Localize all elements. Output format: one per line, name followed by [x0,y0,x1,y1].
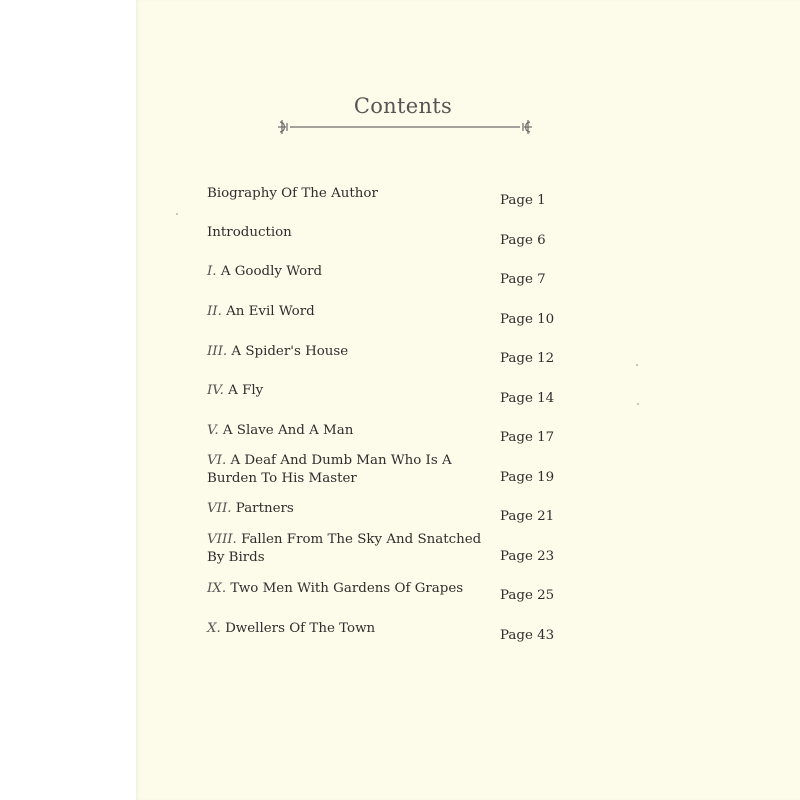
toc-entry-page: Page 1 [500,193,546,208]
toc-entry-page: Page 21 [500,509,555,524]
chapter-title: A Spider's House [231,344,349,359]
toc-entry-title [207,500,492,518]
chapter-number: VI. [207,453,227,468]
chapter-title: Fallen From The Sky And Snatched By Birds [207,532,482,565]
chapter-number: II. [207,304,222,319]
chapter-title: Dwellers Of The Town [225,621,376,636]
chapter-title: Partners [235,501,294,516]
chapter-number: V. [207,423,219,438]
toc-entry-title [207,620,492,638]
toc-entry-page: Page 10 [500,312,555,327]
toc-entry-page: Page 25 [500,588,555,603]
chapter-title: Biography Of The Author [207,186,378,201]
toc-entry-page: Page 14 [500,391,555,406]
chapter-title: A Deaf And Dumb Man Who Is A Burden To His Master [207,453,452,486]
toc-entry-title [207,185,492,203]
toc-entry-title [207,531,492,567]
chapter-title: A Slave And A Man [222,423,354,438]
toc-entry-title [207,343,492,361]
toc-entry-page: Page 17 [500,430,555,445]
toc-entry-title [207,263,492,281]
chapter-number: X. [207,621,221,636]
toc-entry-title [207,580,492,598]
toc-entry-title [207,382,492,400]
paper-speck [176,213,178,215]
toc-entry-title [207,422,492,440]
toc-entry-title [207,452,492,488]
chapter-title: A Fly [228,383,264,398]
chapter-title: A Goodly Word [220,264,323,279]
chapter-number: III. [207,344,228,359]
toc-entry-page: Page 23 [500,549,555,564]
toc-entry-page: Page 43 [500,628,555,643]
toc-entry-page: Page 19 [500,470,555,485]
chapter-number: IV. [207,383,224,398]
chapter-title: Two Men With Gardens Of Grapes [230,581,464,596]
chapter-number: IX. [207,581,227,596]
chapter-title: Introduction [207,225,292,240]
paper-speck [637,403,639,405]
toc-entry-page: Page 12 [500,351,555,366]
chapter-number: VIII. [207,532,237,547]
page-title: Contents [353,94,453,118]
chapter-number: I. [207,264,217,279]
paper-speck [636,364,638,366]
toc-entry-page: Page 6 [500,233,546,248]
ornamental-divider [276,117,534,137]
toc-entry-title [207,303,492,321]
toc-entry-title [207,224,492,242]
toc-entry-page: Page 7 [500,272,546,287]
chapter-title: An Evil Word [226,304,315,319]
chapter-number: VII. [207,501,232,516]
